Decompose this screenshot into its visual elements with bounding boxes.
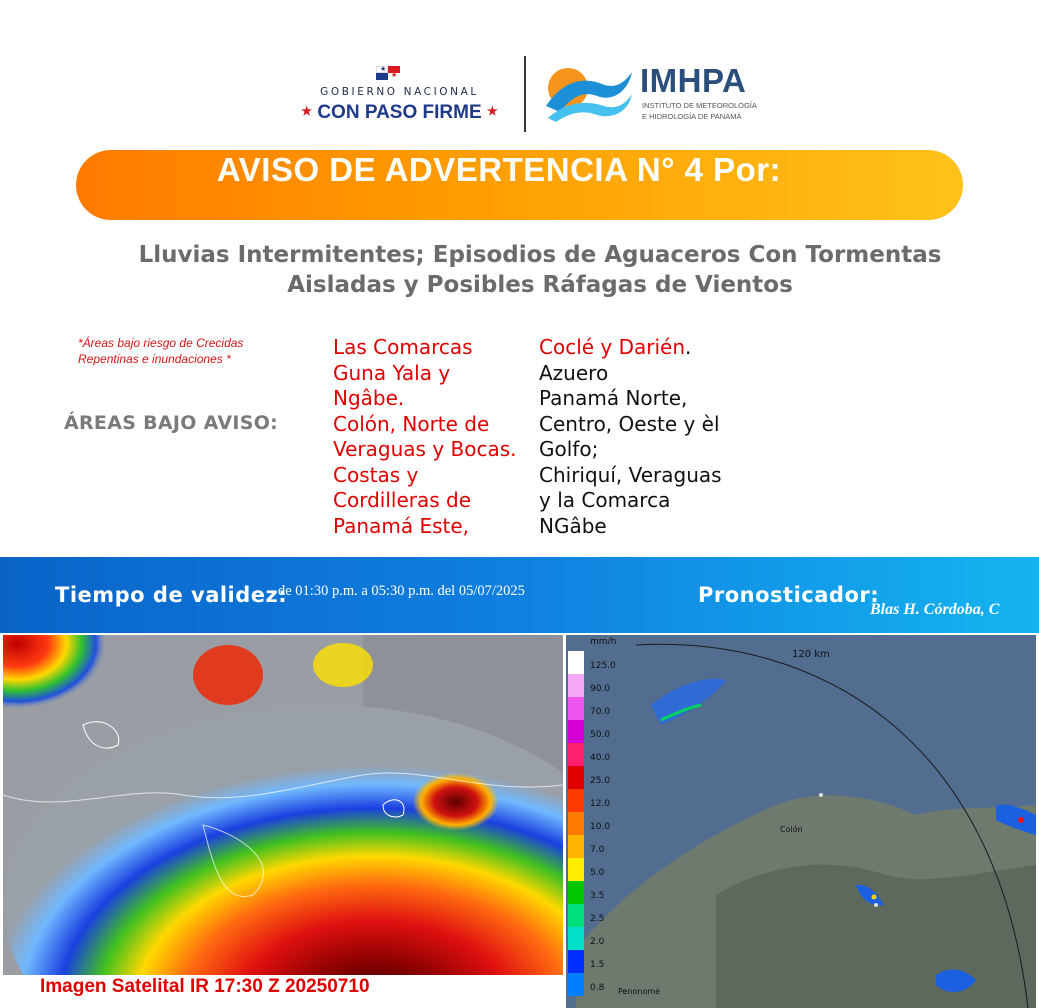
legend-value: 2.0	[590, 937, 605, 947]
legend-value: 40.0	[590, 753, 611, 763]
organization-subtitle-2: E HIDROLOGÍA DE PANAMÁ	[642, 112, 742, 121]
validity-value: de 01:30 p.m. a 05:30 p.m. del 05/07/2025	[278, 583, 525, 599]
legend-swatch	[568, 674, 584, 697]
risk-area-line: Ngâbe.	[333, 386, 405, 410]
risk-area-line: Colón, Norte de	[333, 411, 490, 436]
organization-name: IMHPA	[640, 62, 747, 99]
legend-swatch	[568, 904, 584, 927]
warning-area-line: Golfo;	[539, 437, 599, 461]
forecaster-name: Blas H. Córdoba, C	[870, 601, 1000, 618]
legend-swatch	[568, 812, 584, 835]
risk-area-line: Las Comarcas	[333, 335, 473, 359]
subtitle-line-1: Lluvias Intermitentes; Episodios de Aguaceros Con Tormentas	[138, 242, 942, 268]
legend-value: 3.5	[590, 891, 605, 901]
legend-value: 70.0	[590, 707, 611, 717]
forecaster-label: Pronosticador:	[698, 583, 880, 607]
risk-note-line-2: Repentinas e inundaciones *	[78, 352, 231, 366]
legend-value: 0.8	[590, 983, 605, 993]
government-line-1: GOBIERNO NACIONAL	[320, 86, 479, 98]
risk-area-line: Guna Yala y	[333, 360, 451, 385]
risk-area-line: Cordilleras de	[333, 488, 471, 512]
legend-swatch	[568, 927, 584, 950]
legend-value: 90.0	[590, 684, 611, 694]
legend-swatch	[568, 973, 584, 996]
warning-area-line: Azuero	[539, 360, 609, 385]
warning-area-line: Chiriquí, Veraguas	[539, 462, 722, 487]
warning-area-line: Panamá Norte,	[539, 386, 688, 410]
satellite-image	[3, 635, 563, 975]
warning-area-line: Centro, Oeste y èl	[539, 411, 720, 436]
risk-area-line: Costas y	[333, 462, 419, 487]
validity-label: Tiempo de validez:	[55, 583, 288, 607]
radar-place-colon: Colón	[780, 825, 803, 834]
legend-swatch	[568, 743, 584, 766]
star-icon: ★	[486, 104, 498, 118]
risk-area-line: Veraguas y Bocas.	[333, 437, 517, 461]
warning-area-line: y la Comarca	[539, 488, 671, 512]
radar-unit: mm/h	[590, 637, 617, 647]
legend-swatch	[568, 835, 584, 858]
legend-value: 2.5	[590, 914, 605, 924]
legend-value: 5.0	[590, 868, 605, 878]
warning-area-line: NGâbe	[539, 513, 607, 538]
legend-value: 25.0	[590, 776, 611, 786]
legend-value: 7.0	[590, 845, 605, 855]
risk-areas-column	[333, 335, 517, 539]
organization-subtitle-1: INSTITUTO DE METEOROLOGÍA	[642, 101, 757, 110]
legend-swatch	[568, 697, 584, 720]
radar-image	[566, 635, 1036, 1008]
panama-flag-icon: ★ ★	[376, 66, 400, 80]
satellite-caption: Imagen Satelital IR 17:30 Z 20250710	[40, 976, 370, 997]
warning-subtitle	[60, 240, 1020, 300]
government-motto: CON PASO FIRME	[317, 102, 482, 123]
warning-area-highlight: Coclé y Darién	[539, 335, 686, 359]
legend-swatch	[568, 720, 584, 743]
legend-value: 1.5	[590, 960, 605, 970]
legend-value: 50.0	[590, 730, 611, 740]
radar-legend	[566, 635, 616, 1008]
risk-note-line-1: *Áreas bajo riesgo de Crecidas	[78, 336, 244, 350]
legend-value: 125.0	[590, 661, 616, 671]
warning-area-line	[539, 335, 722, 361]
page-title: AVISO DE ADVERTENCIA N° 4 Por:	[216, 151, 782, 188]
risk-area-line: Panamá Este,	[333, 513, 470, 538]
legend-value: 10.0	[590, 822, 611, 832]
areas-label: ÁREAS BAJO AVISO:	[64, 412, 279, 434]
header-divider	[524, 56, 526, 132]
imhpa-logo-icon	[542, 62, 634, 124]
government-line-2	[292, 102, 507, 124]
legend-swatch	[568, 881, 584, 904]
legend-swatch	[568, 950, 584, 973]
legend-swatch	[568, 651, 584, 674]
star-icon: ★	[301, 104, 313, 118]
radar-range: 120 km	[792, 649, 830, 660]
subtitle-line-2: Aisladas y Posibles Ráfagas de Vientos	[287, 272, 793, 298]
legend-swatch	[568, 789, 584, 812]
warning-area-tail: .	[685, 335, 692, 359]
legend-value: 12.0	[590, 799, 611, 809]
radar-place-penonome: Penonomé	[618, 987, 661, 996]
legend-swatch	[568, 858, 584, 881]
legend-swatch	[568, 766, 584, 789]
risk-note	[78, 335, 313, 367]
warning-areas-column	[539, 335, 722, 539]
